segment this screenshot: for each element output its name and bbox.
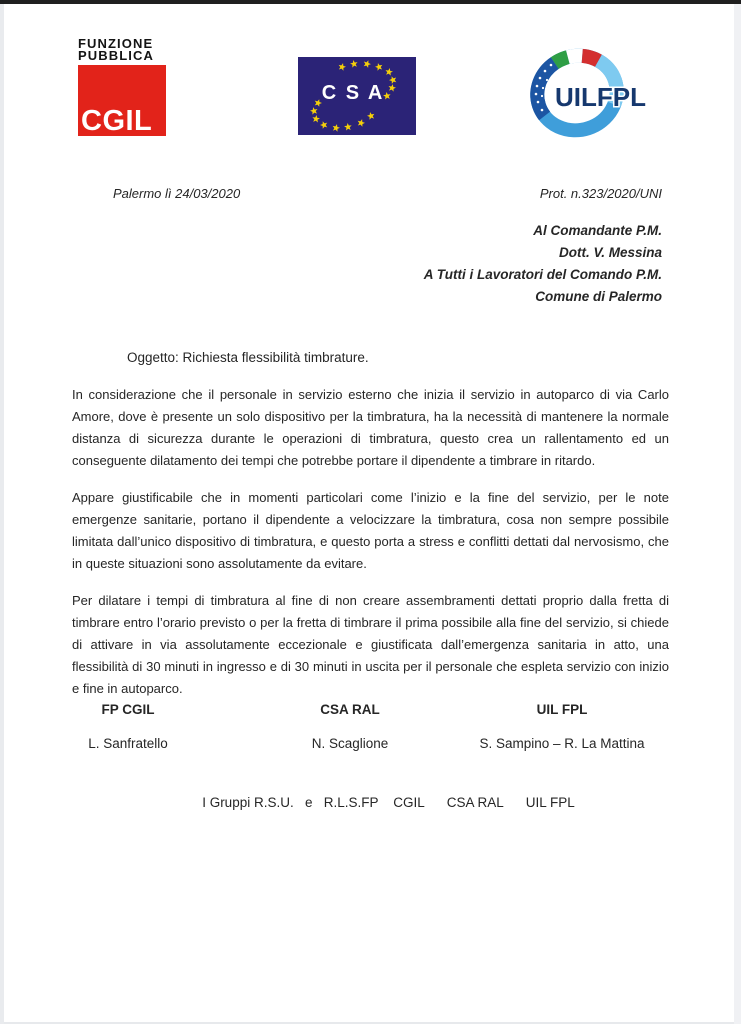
cgil-red-square — [78, 65, 166, 136]
cgil-pubblica-text: PUBBLICA — [78, 48, 154, 63]
signature-org: CSA RAL — [320, 702, 380, 717]
signature-name: S. Sampino – R. La Mattina — [479, 736, 645, 751]
recipient-line: A Tutti i Lavoratori del Comando P.M. — [423, 267, 662, 282]
scan-left-border — [0, 4, 4, 1024]
protocol-number: Prot. n.323/2020/UNI — [539, 186, 662, 201]
scan-top-border — [0, 0, 741, 4]
cgil-logo — [78, 38, 166, 136]
recipient-line: Comune di Palermo — [535, 289, 662, 304]
letter-body — [72, 384, 669, 715]
cgil-logo-wordmark — [78, 38, 166, 62]
body-paragraph: Appare giustificabile che in momenti particolari come l’inizio e la fine del servizio, per le note emergenze sanitarie, portano il dipendente a velocizzare la timbratura, cosa non sempre possibile limitata dall’unico dispositivo di timbratura, e questo porta a stress e conflitti dettati dal nervosismo, che in queste situazioni sono assolutamente da evitare. — [72, 490, 669, 571]
signature-name: N. Scaglione — [311, 736, 389, 751]
place-date: Palermo lì 24/03/2020 — [113, 186, 241, 201]
csa-logo — [298, 57, 416, 135]
recipient-line: Al Comandante P.M. — [533, 223, 662, 238]
uilfpl-acronym: UILFPL — [555, 82, 646, 112]
body-paragraph: In considerazione che il personale in servizio esterno che inizia il servizio in autoparco di via Carlo Amore, dove è presente un solo dispositivo per la timbratura, ha la necessità di mantenere la normale distanza di sicurezza durante le operazioni di timbratura, questo crea un rallentamento ed un conseguente dilatamento dei tempi che potrebbe portare il dipendente a timbrare in ritardo. — [72, 387, 669, 468]
signature-org: UIL FPL — [536, 702, 588, 717]
cgil-funzione-text: FUNZIONE — [78, 36, 154, 51]
recipient-block — [424, 220, 662, 308]
csa-acronym: C S A — [321, 82, 385, 104]
groups-line: I Gruppi R.S.U. e R.L.S.FP CGIL CSA RAL UIL FPL — [202, 795, 575, 810]
scan-right-border — [734, 4, 741, 1024]
cgil-acronym: CGIL — [81, 105, 153, 137]
uilfpl-logo — [523, 44, 659, 142]
signature-name: L. Sanfratello — [88, 736, 168, 751]
recipient-line: Dott. V. Messina — [558, 245, 662, 260]
signature-org: FP CGIL — [101, 702, 155, 717]
body-paragraph: Per dilatare i tempi di timbratura al fine di non creare assembramenti dettati proprio dalla fretta di timbrare entro l’orario previsto o per la fretta di timbrare il prima possibile alla fine del servizio, si chiede di attivare in via assolutamente eccezionale e giustificata dall’emergenza sanitaria in atto, una flessibilità di 30 minuti in ingresso e di 30 minuti in uscita per il personale che espleta servizio con inizio e fine in autoparco. — [72, 593, 669, 696]
subject-line: Oggetto: Richiesta flessibilità timbrature. — [127, 350, 369, 365]
signature-uil-fpl — [432, 702, 692, 751]
signature-fp-cgil — [28, 702, 228, 751]
signature-csa-ral — [250, 702, 450, 751]
